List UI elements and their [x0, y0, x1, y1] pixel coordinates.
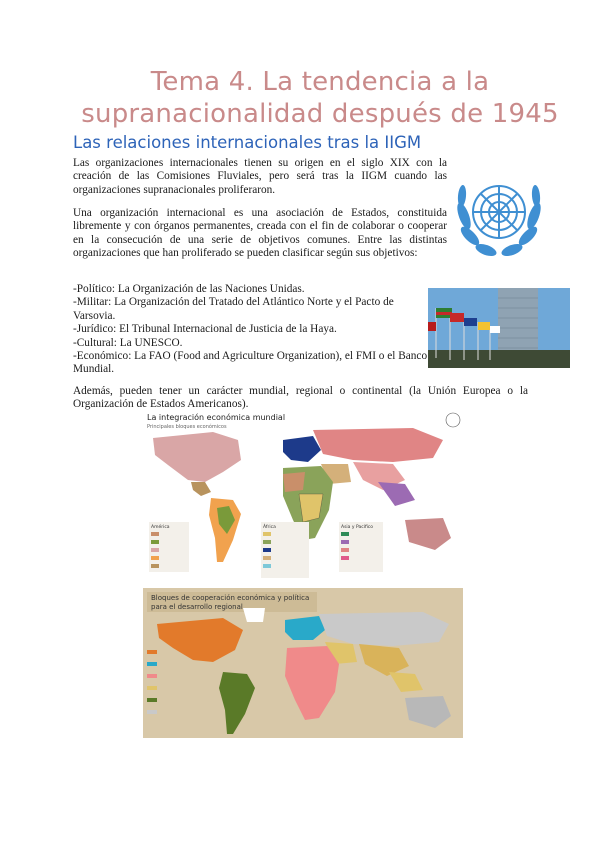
paragraph-definition: Una organización internacional es una asociación de Estados, constituida libremente y con órganos permanentes, creada con el fin de colaborar o cooperar en la consecución de una serie de objetivos comunes. Entre las distintas organizaciones que han proliferado se pueden clasificar según sus objetivos:	[73, 207, 447, 260]
page-title	[40, 66, 600, 130]
un-building-flags-photo	[428, 288, 570, 368]
objective-economic: -Económico: La FAO (Food and Agriculture Organization), el FMI o el Banco Mundial.	[73, 350, 428, 376]
objective-military: -Militar: La Organización del Tratado del Atlántico Norte y el Pacto de Varsovia.	[73, 296, 394, 322]
regional-cooperation-map	[143, 588, 463, 738]
paragraph-origin: Las organizaciones internacionales tienen su origen en el siglo XIX con la creación de las Comisiones Fluviales, pero será tras la IIGM cuando las organizaciones supranacionales proliferaron.	[73, 157, 447, 196]
objective-political: -Político: La Organización de las Naciones Unidas.	[73, 283, 305, 295]
legend-africa-label: África	[263, 525, 276, 530]
legend-asia-label: Asia y Pacífico	[341, 525, 374, 530]
un-emblem-image	[452, 170, 546, 260]
objective-legal: -Jurídico: El Tribunal Internacional de Justicia de la Haya.	[73, 323, 337, 336]
map2-title-line1: Bloques de cooperación económica y política	[151, 594, 310, 602]
economic-integration-map	[143, 410, 463, 583]
objectives-list	[73, 283, 433, 377]
map1-subtitle: Principales bloques económicos	[147, 424, 227, 430]
objective-cultural: -Cultural: La UNESCO.	[73, 336, 183, 349]
paragraph-scope: Además, pueden tener un carácter mundial, regional o continental (la Unión Europea o la Organización de Estados Americanos).	[73, 385, 528, 411]
map2-title-line2: para el desarrollo regional	[151, 603, 243, 611]
legend-americas-label: América	[151, 525, 170, 530]
map1-title: La integración económica mundial	[147, 413, 286, 422]
title-line-2: supranacionalidad después de 1945	[81, 99, 559, 129]
title-line-1: Tema 4. La tendencia a la	[150, 67, 490, 97]
section-heading: Las relaciones internacionales tras la IIGM	[73, 133, 422, 152]
